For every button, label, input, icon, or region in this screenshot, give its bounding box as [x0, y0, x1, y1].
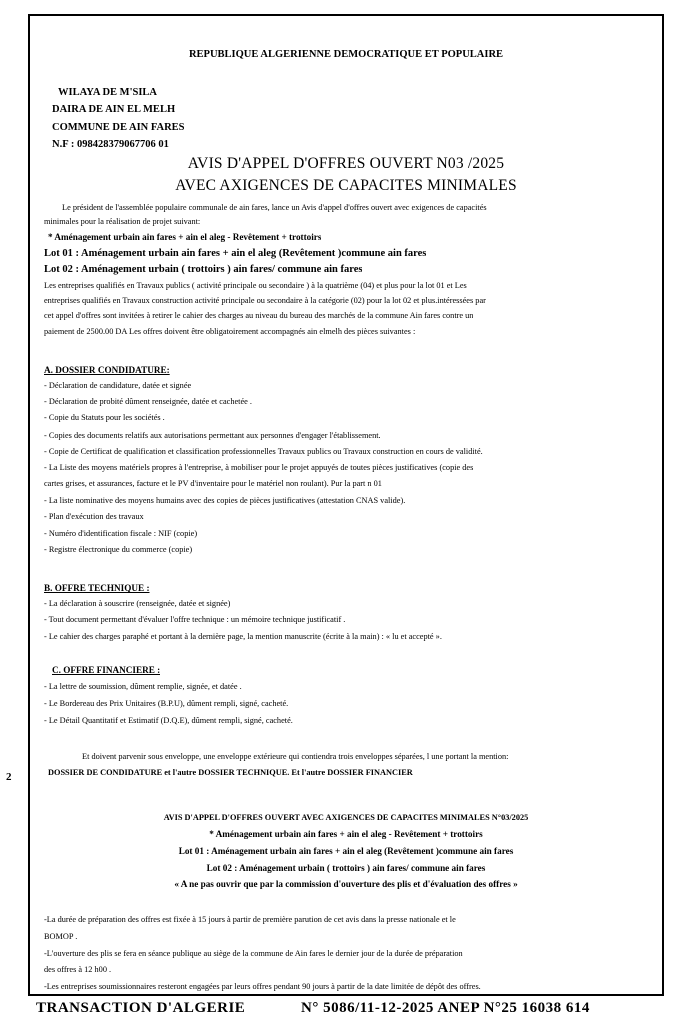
section-a-item: - Numéro d'identification fiscale : NIF (copie) — [44, 529, 198, 538]
envelope-line2: DOSSIER DE CONDIDATURE et l'autre DOSSIER TECHNIQUE. Et l'autre DOSSIER FINANCIER — [48, 768, 413, 777]
daira-line: DAIRA DE AIN EL MELH — [52, 104, 176, 115]
section-a-item: - Copie de Certificat de qualification et classification professionnelles Travaux publics ou Travaux construction en cours de validité. — [44, 447, 483, 456]
project-line: * Aménagement urbain ain fares + ain el aleg - Revêtement + trottoirs — [48, 232, 322, 242]
conditions-line4: paiement de 2500.00 DA Les offres doivent être obligatoirement accompagnés ain elmelh des pièces suivantes : — [44, 327, 416, 336]
section-a-item: - Déclaration de probité dûment renseignée, datée et cachetée . — [44, 397, 253, 406]
publication-reference: N° 5086/11-12-2025 ANEP N°25 16038 614 — [301, 1000, 590, 1016]
terms-line: des offres à 12 h00 . — [44, 965, 112, 974]
recap-lot2: Lot 02 : Aménagement urbain ( trottoirs ) ain fares/ commune ain fares — [206, 863, 486, 873]
section-a-item: - Copies des documents relatifs aux autorisations permettant aux personnes d'engager l'établissement. — [44, 431, 381, 440]
section-a-item: - Copie du Statuts pour les sociétés . — [44, 413, 165, 422]
commune-line: COMMUNE DE AIN FARES — [52, 122, 185, 133]
announcement-frame — [28, 14, 664, 996]
terms-line: -L'ouverture des plis se fera en séance publique au siège de la commune de Ain fares le dernier jour de la durée de préparation — [44, 949, 463, 958]
section-a-item: - La Liste des moyens matériels propres à l'entreprise, à mobiliser pour le projet appuyés de toutes pièces justificatives (copie des — [44, 463, 474, 472]
section-a-item: cartes grises, et assurances, facture et le PV d'inventaire pour le matériel non roulant). Pur la part n 01 — [44, 479, 382, 488]
section-a-item: - Déclaration de candidature, datée et signée — [44, 381, 192, 390]
notice-title-line1: AVIS D'APPEL D'OFFRES OUVERT N03 /2025 — [187, 155, 505, 172]
section-b-item: - Le cahier des charges paraphé et portant à la dernière page, la mention manuscrite (écrite à la main) : « lu et accepté ». — [44, 632, 442, 641]
conditions-line1: Les entreprises qualifiés en Travaux publics ( activité principale ou secondaire ) à la quatrième (04) et plus pour la lot 01 et Les — [44, 281, 467, 290]
section-c-item: - Le Détail Quantitatif et Estimatif (D.Q.E), dûment rempli, signé, cacheté. — [44, 716, 293, 725]
terms-line: -La durée de préparation des offres est fixée à 15 jours à partir de première parution de cet avis dans la presse nationale et le — [44, 915, 456, 924]
announcement-body — [44, 30, 648, 991]
section-a-item: - Plan d'exécution des travaux — [44, 512, 144, 521]
recap-lot1: Lot 01 : Aménagement urbain ain fares + ain el aleg (Revêtement )commune ain fares — [178, 846, 514, 856]
section-a-item: - La liste nominative des moyens humains avec des copies de pièces justificatives (attestation CNAS valide). — [44, 496, 406, 505]
lot2-line: Lot 02 : Aménagement urbain ( trottoirs ) ain fares/ commune ain fares — [44, 264, 363, 275]
terms-line: -Les entreprises soumissionnaires resteront engagées par leurs offres pendant 90 jours à partir de la date limitée de dépôt des offres. — [44, 982, 481, 991]
notice-title-line2: AVEC AXIGENCES DE CAPACITES MINIMALES — [175, 177, 517, 194]
wilaya-line: WILAYA DE M'SILA — [58, 87, 158, 98]
section-c-item: - Le Bordereau des Prix Unitaires (B.P.U), dûment rempli, signé, cacheté. — [44, 699, 289, 708]
nif-line: N.F : 098428379067706 01 — [52, 139, 169, 150]
republic-heading: REPUBLIQUE ALGERIENNE DEMOCRATIQUE ET POPULAIRE — [188, 49, 504, 60]
conditions-line3: cet appel d'offres sont invitées à retirer le cahier des charges au niveau du bureau des marchés de la commune Ain fares contre un — [44, 311, 474, 320]
intro-line2: minimales pour la réalisation de projet suivant: — [44, 217, 201, 226]
intro-line1: Le président de l'assemblée populaire communale de ain fares, lance un Avis d'appel d'offres ouvert avec exigences de capacités — [62, 203, 487, 212]
terms-line: BOMOP . — [44, 932, 78, 941]
section-b-item: - La déclaration à souscrire (renseignée, datée et signée) — [44, 599, 231, 608]
section-c-title: C. OFFRE FINANCIERE : — [52, 665, 161, 675]
envelope-line1: Et doivent parvenir sous enveloppe, une enveloppe extérieure qui contiendra trois enveloppes séparées, l une portant la mention: — [82, 752, 509, 761]
recap-notice: « A ne pas ouvrir que par la commission d'ouverture des plis et d'évaluation des offres » — [174, 879, 518, 889]
margin-mark: 2 — [6, 771, 12, 783]
section-b-title: B. OFFRE TECHNIQUE : — [44, 583, 150, 593]
publication-name: TRANSACTION D'ALGERIE — [36, 1000, 246, 1016]
section-b-item: - Tout document permettant d'évaluer l'offre technique : un mémoire technique justificatif . — [44, 615, 346, 624]
section-a-item: - Registre électronique du commerce (copie) — [44, 545, 193, 554]
recap-project: * Aménagement urbain ain fares + ain el aleg - Revêtement + trottoirs — [209, 829, 483, 839]
recap-title: AVIS D'APPEL D'OFFRES OUVERT AVEC AXIGENCES DE CAPACITES MINIMALES N°03/2025 — [163, 813, 529, 822]
conditions-line2: entreprises qualifiés en Travaux construction activité principale ou secondaire à la catégorie (02) pour la lot 02 et plus.intéressées par — [44, 296, 486, 305]
section-c-item: - La lettre de soumission, dûment remplie, signée, et datée . — [44, 682, 242, 691]
lot1-line: Lot 01 : Aménagement urbain ain fares + ain el aleg (Revêtement )commune ain fares — [44, 248, 427, 259]
section-a-title: A. DOSSIER CONDIDATURE: — [44, 365, 170, 375]
